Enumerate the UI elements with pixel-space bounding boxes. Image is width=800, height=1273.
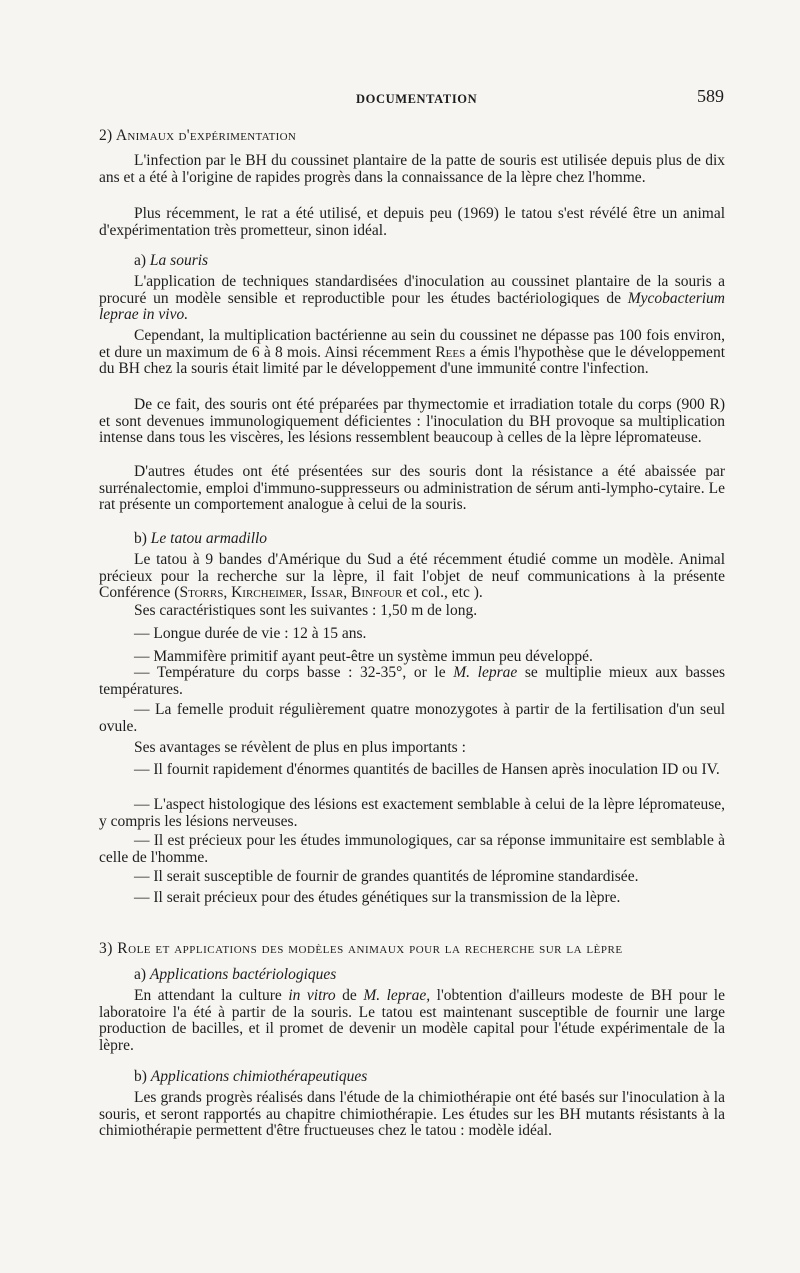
subsection-b-heading <box>99 531 760 548</box>
bact-text-a: En attendant la culture <box>134 987 289 1004</box>
section-2-paragraph-2: Plus récemment, le rat a été utilisé, et depuis peu (1969) le tatou s'est révélé être un animal d'expérimentation très prometteur, sinon idéal. <box>99 205 725 239</box>
souris-paragraph-2 <box>99 328 725 378</box>
subsection-b-label: b) <box>134 530 151 547</box>
tatou-characteristics: Ses caractéristiques sont les suivantes : 1,50 m de long. <box>134 602 478 619</box>
running-title: DOCUMENTATION <box>356 92 478 106</box>
souris-p1-text: L'application de techniques standardisées d'inoculation au coussinet plantaire de la souris a procuré un modèle sensible et reproductible pour les études bactériologiques de <box>99 273 725 307</box>
tatou-p1-author-1: Storrs <box>179 584 224 602</box>
subsection-b-title: Le tatou armadillo <box>150 530 268 547</box>
subsection-a-label: a) <box>134 252 150 269</box>
tatou-p1-author-2: Kircheimer <box>231 584 303 602</box>
section-3-subsection-a-heading <box>99 967 760 984</box>
section-3-a-title: Applications bactériologiques <box>149 966 337 983</box>
tatou-advantages: Ses avantages se révèlent de plus en plus importants : <box>134 739 466 756</box>
souris-p2-author: Rees <box>435 343 466 361</box>
souris-p2-text-b: a émis l'hypothèse que le développement du BH chez la souris était limité par le développement d'une immunité contre l'infection. <box>99 343 725 378</box>
tatou-item-lepromine: — Il serait susceptible de fournir de grandes quantités de lépromine standardisée. <box>134 868 639 885</box>
tatou-item-female: — La femelle produit régulièrement quatre monozygotes à partir de la fertilisation d'un seul ovule. <box>99 701 725 735</box>
section-3-a-label: a) <box>134 966 150 983</box>
tatou-p1-author-3: Issar <box>310 584 344 602</box>
souris-p2-text-a: Cependant, la multiplication bactérienne au sein du coussinet ne dépasse pas 100 fois environ, et dure un maximum de 6 à 8 mois. Ainsi récemment <box>99 327 725 361</box>
tatou-p1-text-end: et col., etc ). <box>402 584 483 602</box>
tatou-temp-text-a: — Température du corps basse : 32-35°, or le <box>134 664 454 681</box>
tatou-p1-sep-3: , <box>343 584 351 602</box>
souris-paragraph-4: D'autres études ont été présentées sur des souris dont la résistance a été abaissée par surrénalectomie, emploi d'immuno-suppresseurs ou administration de sérum anti-lympho-cytaire. Le rat présente un comportement analogue à celui de la souris. <box>99 463 725 514</box>
bacteriological-paragraph <box>99 988 725 1054</box>
subsection-a-title: La souris <box>149 252 209 269</box>
tatou-paragraph-1 <box>99 552 725 602</box>
tatou-item-histology: — L'aspect histologique des lésions est exactement semblable à celui de la lèpre lépromateuse, y compris les lésions nerveuses. <box>99 796 725 830</box>
tatou-temp-text-b: se multiplie mieux aux basses températures. <box>99 664 725 698</box>
souris-paragraph-3: De ce fait, des souris ont été préparées par thymectomie et irradiation totale du corps (900 R) et sont devenues immunologiquement déficientes : l'inoculation du BH provoque sa multiplication intense dans tous les viscères, les lésions ressemblent beaucoup à celles de la lèpre lépromateuse. <box>99 396 725 447</box>
bact-text-c: l'obtention d'ailleurs modeste de BH pour le laboratoire l'a été à partir de la souris. Le tatou est maintenant susceptible de fournir une large production de bacilles, et il promet de devenir un modèle capital pour l'étude expérimentale de la lèpre. <box>99 987 725 1054</box>
tatou-item-genetics: — Il serait précieux pour des études génétiques sur la transmission de la lèpre. <box>134 889 621 906</box>
souris-paragraph-1 <box>99 274 725 324</box>
section-3-b-title: Applications chimiothérapeutiques <box>150 1068 368 1085</box>
chemotherapy-paragraph: Les grands progrès réalisés dans l'étude de la chimiothérapie ont été basés sur l'inoculation à la souris, et seront rapportés au chapitre chimiothérapie. Les études sur les BH mutants résistants à la chimiothérapie permettent d'être fructueuses chez le tatou : modèle idéal. <box>99 1089 725 1140</box>
section-3-heading: 3) Role et applications des modèles animaux pour la recherche sur la lèpre <box>99 940 623 957</box>
page-number: 589 <box>697 86 724 106</box>
tatou-item-lifespan: — Longue durée de vie : 12 à 15 ans. <box>134 625 367 642</box>
section-3-b-label: b) <box>134 1068 151 1085</box>
bact-species: M. leprae, <box>363 987 431 1004</box>
tatou-item-bacilli: — Il fournit rapidement d'énormes quantités de bacilles de Hansen après inoculation ID ou IV. <box>134 761 720 778</box>
bact-text-b: de <box>335 987 364 1004</box>
souris-p1-species: Mycobacterium leprae in vivo. <box>99 289 725 324</box>
running-header <box>0 88 800 108</box>
tatou-item-mammal: — Mammifère primitif ayant peut-être un système immun peu développé. <box>134 648 593 665</box>
tatou-temp-species: M. leprae <box>453 664 518 681</box>
section-2-paragraph-1: L'infection par le BH du coussinet plantaire de la patte de souris est utilisée depuis plus de dix ans et a été à l'origine de rapides progrès dans la connaissance de la lèpre chez l'homme. <box>99 152 725 186</box>
tatou-p1-author-4: Binfour <box>351 584 403 602</box>
tatou-p1-sep-1: , <box>223 584 232 602</box>
section-2-heading: 2) Animaux d'expérimentation <box>99 127 297 144</box>
subsection-a-heading <box>99 253 760 270</box>
tatou-item-immunology: — Il est précieux pour les études immunologiques, car sa réponse immunitaire est semblable à celle de l'homme. <box>99 832 725 866</box>
tatou-p1-text: Le tatou à 9 bandes d'Amérique du Sud a été récemment étudié comme un modèle. Animal précieux pour la recherche sur la lèpre, il fait l'objet de neuf communications à la présente Conférence ( <box>99 551 725 602</box>
tatou-item-temperature <box>99 665 725 698</box>
section-3-subsection-b-heading <box>99 1069 760 1086</box>
tatou-p1-sep-2: , <box>302 584 311 602</box>
bact-in-vitro: in vitro <box>288 987 336 1004</box>
